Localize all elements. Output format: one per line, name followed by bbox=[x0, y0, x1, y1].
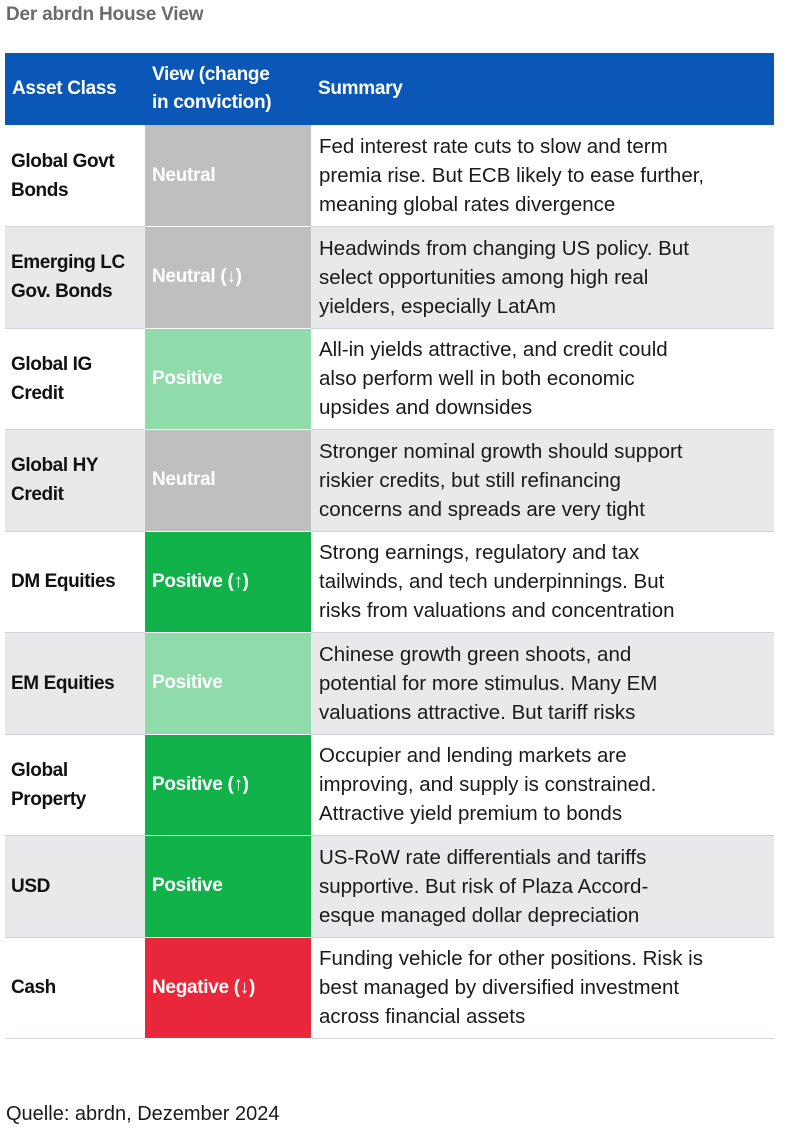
asset-class-name-line: Emerging LC bbox=[11, 252, 125, 274]
asset-class-cell bbox=[5, 531, 145, 633]
column-header-summary: Summary bbox=[311, 53, 774, 125]
column-header-asset-class: Asset Class bbox=[5, 53, 145, 125]
summary-line: Strong earnings, regulatory and tax bbox=[319, 541, 640, 565]
summary-line: Chinese growth green shoots, and bbox=[319, 642, 632, 666]
summary-line: supportive. But risk of Plaza Accord- bbox=[319, 874, 649, 898]
summary-cell bbox=[311, 937, 774, 1039]
summary-line: valuations attractive. But tariff risks bbox=[319, 700, 636, 724]
view-label: Positive bbox=[152, 367, 223, 389]
summary-cell bbox=[311, 531, 774, 633]
asset-class-cell bbox=[5, 836, 145, 938]
asset-class-name-line: EM Equities bbox=[11, 672, 115, 694]
summary-line: riskier credits, but still refinancing bbox=[319, 468, 621, 492]
asset-class-name-line: Global IG bbox=[11, 353, 92, 375]
summary-line: premia rise. But ECB likely to ease further, bbox=[319, 164, 705, 187]
summary-cell bbox=[311, 328, 774, 430]
summary-line: All-in yields attractive, and credit could bbox=[319, 338, 668, 362]
table-row bbox=[5, 531, 774, 633]
table-row bbox=[5, 125, 774, 227]
summary-cell bbox=[311, 633, 774, 735]
table-row bbox=[5, 937, 774, 1039]
summary-cell bbox=[311, 430, 774, 532]
view-label: Neutral bbox=[152, 164, 216, 186]
summary-line: meaning global rates divergence bbox=[319, 193, 616, 216]
table-row bbox=[5, 227, 774, 329]
summary-line: risks from valuations and concentration bbox=[319, 599, 675, 623]
asset-class-name-line: Credit bbox=[11, 484, 64, 506]
asset-class-cell bbox=[5, 125, 145, 227]
asset-class-cell bbox=[5, 227, 145, 329]
summary-line: Occupier and lending markets are bbox=[319, 744, 627, 768]
asset-class-cell bbox=[5, 937, 145, 1039]
table-row bbox=[5, 633, 774, 735]
view-cell bbox=[145, 328, 311, 430]
view-cell bbox=[145, 633, 311, 735]
asset-class-cell bbox=[5, 734, 145, 836]
asset-class-name-line: Bonds bbox=[11, 179, 69, 201]
summary-line: potential for more stimulus. Many EM bbox=[319, 671, 658, 695]
summary-line: across financial assets bbox=[319, 1005, 526, 1029]
summary-line: Stronger nominal growth should support bbox=[319, 439, 683, 463]
asset-class-name-line: Global Govt bbox=[11, 150, 115, 172]
view-label: Neutral bbox=[152, 469, 216, 491]
view-cell bbox=[145, 836, 311, 938]
view-label: Positive bbox=[152, 672, 223, 694]
view-cell bbox=[145, 937, 311, 1039]
summary-line: esque managed dollar depreciation bbox=[319, 903, 640, 927]
asset-class-name-line: DM Equities bbox=[11, 571, 116, 593]
table-row bbox=[5, 836, 774, 938]
summary-line: tailwinds, and tech underpinnings. But bbox=[319, 570, 665, 594]
asset-class-name-line: Cash bbox=[11, 977, 56, 999]
summary-cell bbox=[311, 125, 774, 227]
view-label: Positive (↑) bbox=[152, 570, 249, 592]
source-note: Quelle: abrdn, Dezember 2024 bbox=[6, 1103, 280, 1125]
summary-line: Headwinds from changing US policy. But bbox=[319, 236, 689, 260]
asset-class-name-line: Global bbox=[11, 759, 68, 781]
summary-line: Funding vehicle for other positions. Risk is bbox=[319, 947, 703, 971]
column-header-view-line: View (change bbox=[152, 64, 270, 85]
view-cell bbox=[145, 227, 311, 329]
summary-line: also perform well in both economic bbox=[319, 367, 635, 391]
page-title: Der abrdn House View bbox=[6, 4, 204, 25]
table-row bbox=[5, 430, 774, 532]
asset-class-name-line: USD bbox=[11, 875, 50, 897]
column-header-view bbox=[145, 53, 311, 125]
asset-class-name-line: Global HY bbox=[11, 455, 99, 477]
summary-line: Fed interest rate cuts to slow and term bbox=[319, 135, 668, 158]
summary-line: upsides and downsides bbox=[319, 396, 533, 420]
column-header-view-line: in conviction) bbox=[152, 92, 272, 113]
summary-line: improving, and supply is constrained. bbox=[319, 773, 657, 797]
summary-cell bbox=[311, 836, 774, 938]
view-label: Neutral (↓) bbox=[152, 266, 242, 288]
summary-line: Attractive yield premium to bonds bbox=[319, 802, 623, 826]
table-row bbox=[5, 734, 774, 836]
table-row bbox=[5, 328, 774, 430]
summary-line: US-RoW rate differentials and tariffs bbox=[319, 845, 647, 869]
summary-line: best managed by diversified investment bbox=[319, 976, 680, 1000]
summary-line: concerns and spreads are very tight bbox=[319, 497, 645, 521]
table-header-row bbox=[5, 53, 774, 125]
view-cell bbox=[145, 430, 311, 532]
view-cell bbox=[145, 125, 311, 227]
house-view-table bbox=[5, 53, 774, 1039]
asset-class-name-line: Property bbox=[11, 788, 86, 810]
asset-class-name-line: Credit bbox=[11, 382, 64, 404]
asset-class-cell bbox=[5, 328, 145, 430]
asset-class-cell bbox=[5, 633, 145, 735]
summary-line: select opportunities among high real bbox=[319, 265, 649, 289]
view-cell bbox=[145, 734, 311, 836]
summary-line: yielders, especially LatAm bbox=[319, 294, 556, 318]
summary-cell bbox=[311, 227, 774, 329]
view-label: Positive (↑) bbox=[152, 773, 249, 795]
summary-cell bbox=[311, 734, 774, 836]
view-label: Negative (↓) bbox=[152, 976, 256, 998]
view-label: Positive bbox=[152, 875, 223, 897]
asset-class-cell bbox=[5, 430, 145, 532]
view-cell bbox=[145, 531, 311, 633]
asset-class-name-line: Gov. Bonds bbox=[11, 281, 113, 303]
